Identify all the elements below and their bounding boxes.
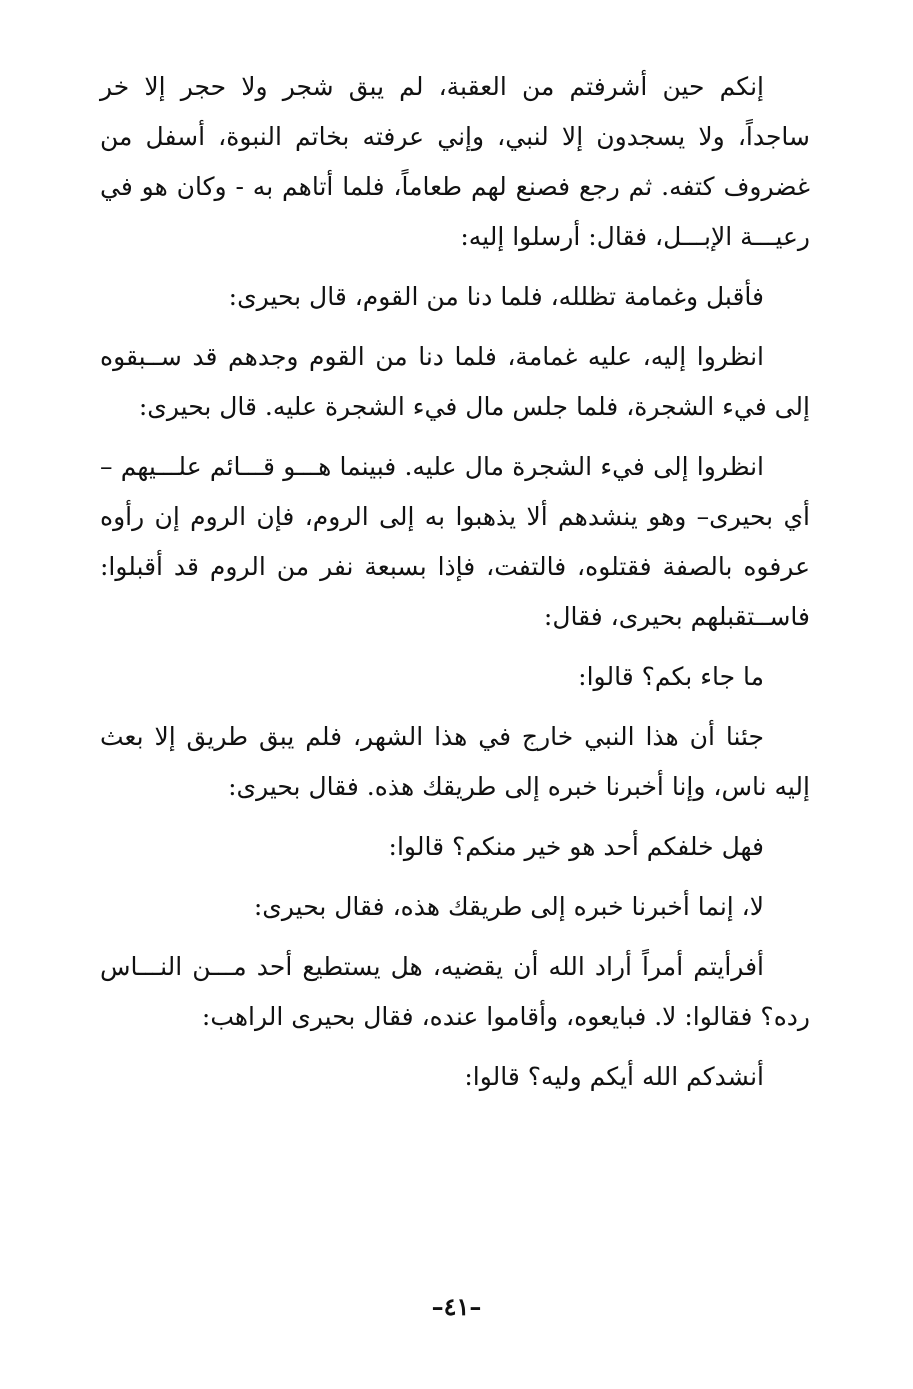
paragraph-5: ما جاء بكم؟ قالوا: (578, 662, 764, 691)
paragraph-9: أفرأيتم أمراً أراد الله أن يقضيه، هل يستطيع أحد مـــن النـــاس رده؟ فقالوا: لا. فبايعوه، وأقاموا عنده، فقال بحيرى الراهب: (100, 952, 810, 1031)
paragraph-7: فهل خلفكم أحد هو خير منكم؟ قالوا: (388, 832, 764, 861)
body-text (100, 62, 810, 1112)
paragraph-10: أنشدكم الله أيكم وليه؟ قالوا: (464, 1062, 764, 1091)
paragraph-6: جئنا أن هذا النبي خارج في هذا الشهر، فلم يبق طريق إلا بعث إليه ناس، وإنا أخبرنا خبره إلى طريقك هذه. فقال بحيرى: (100, 722, 810, 801)
paragraph-3: انظروا إليه، عليه غمامة، فلما دنا من القوم وجدهم قد ســبقوه إلى فيء الشجرة، فلما جلس مال فيء الشجرة عليه. قال بحيرى: (100, 342, 810, 421)
paragraph-4: انظروا إلى فيء الشجرة مال عليه. فبينما هـــو قـــائم علـــيهم –أي بحيرى– وهو ينشدهم ألا يذهبوا به إلى الروم، فإن الروم إن رأوه عرفوه بالصفة فقتلوه، فالتفت، فإذا بسبعة نفر من الروم قد أقبلوا: فاســتقبلهم بحيرى، فقال: (100, 452, 810, 631)
page-number: –٤١– (431, 1292, 482, 1321)
paragraph-1: إنكم حين أشرفتم من العقبة، لم يبق شجر ولا حجر إلا خر ساجداً، ولا يسجدون إلا لنبي، وإني عرفته بخاتم النبوة، أسفل من غضروف كتفه. ثم رجع فصنع لهم طعاماً، فلما أتاهم به - وكان هو في رعيـــة الإبـــل، فقال: أرسلوا إليه: (100, 72, 810, 251)
paragraph-2: فأقبل وغمامة تظلله، فلما دنا من القوم، قال بحيرى: (228, 282, 764, 311)
paragraph-8: لا، إنما أخبرنا خبره إلى طريقك هذه، فقال بحيرى: (253, 892, 764, 921)
